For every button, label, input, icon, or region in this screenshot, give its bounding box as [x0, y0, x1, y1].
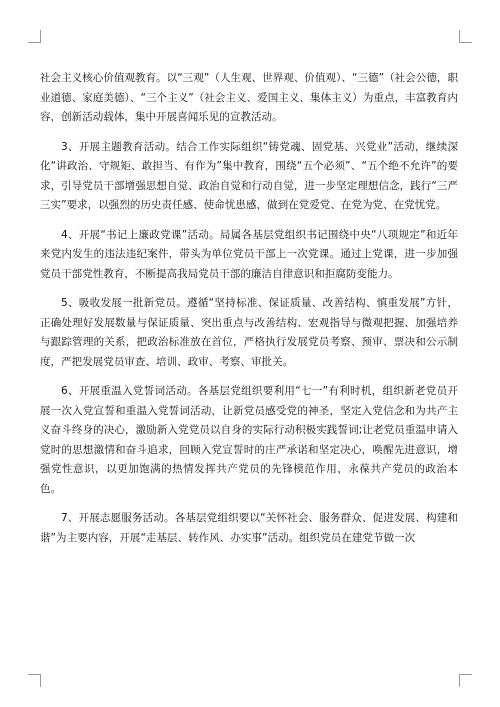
paragraph-2: 3、开展主题教育活动。结合工作实际组织“铸党魂、固党基、兴党业”活动，继续深化“讲政治、守规矩、敢担当、有作为”集中教育，围绕“五个必须”、“五个绝不允许”的要求，引导党员干部增强思想自觉、政治自觉和行动自觉，进一步坚定理想信念，践行“三严三实”要求，以强烈的历史责任感、使命忧患感，做到在党爱党、在党为党、在党忧党。 [40, 140, 458, 211]
paragraph-1: 社会主义核心价值观教育。以“三观”（人生观、世界观、价值观）、“三德”（社会公德，职业道德、家庭美德）、“三个主义”（社会主义、爱国主义、集体主义）为重点，丰富教育内容，创新活动载体，集中开展喜闻乐见的宣教活动。 [40, 72, 458, 123]
document-body [40, 69, 458, 558]
crop-mark-bottom-left [28, 674, 41, 687]
paragraph-5: 6、开展重温入党誓词活动。各基层党组织要利用“七一”有利时机，组织新老党员开展一次入党宣誓和重温入党誓词活动，让新党员感受党的神圣，坚定入党信念和为共产主义奋斗终身的决心，激励新入党党员以自身的实际行动积极实践誓词;让老党员重温申请入党时的思想激情和奋斗追求，回顾入党宣誓时的庄严承诺和坚定决心，唤醒先进意识，增强党性意识，以更加饱满的热情发挥共产党员的先锋模范作用，永葆共产党员的政治本色。 [40, 385, 458, 495]
crop-mark-top-right [459, 30, 472, 43]
paragraph-6: 7、开展志愿服务活动。各基层党组织要以“关怀社会、服务群众、促进发展、构建和谐”为主要内容，开展“走基层、转作风、办实事”活动。组织党员在建党节做一次 [40, 512, 458, 544]
paragraph-3: 4、开展“书记上廉政党课”活动。局属各基层党组织书记围绕中央“八项规定”和近年来党内发生的违法违纪案件，带头为单位党员干部上一次党课。通过上党课，进一步加强党员干部党性教育，不断提高我局党员干部的廉洁自律意识和拒腐防变能力。 [40, 228, 458, 280]
crop-mark-top-left [28, 30, 41, 43]
crop-mark-bottom-right [459, 674, 472, 687]
paragraph-4: 5、吸收发展一批新党员。遵循“坚持标准、保证质量、改善结构、慎重发展”方针，正确处理好发展数量与保证质量、突出重点与改善结构、宏观指导与微观把握、加强培养与跟踪管理的关系，把政治标准放在首位，严格执行发展党员考察、预审、票决和公示制度，严把发展党员审查、培训、政审、考察、审批关。 [40, 297, 458, 368]
